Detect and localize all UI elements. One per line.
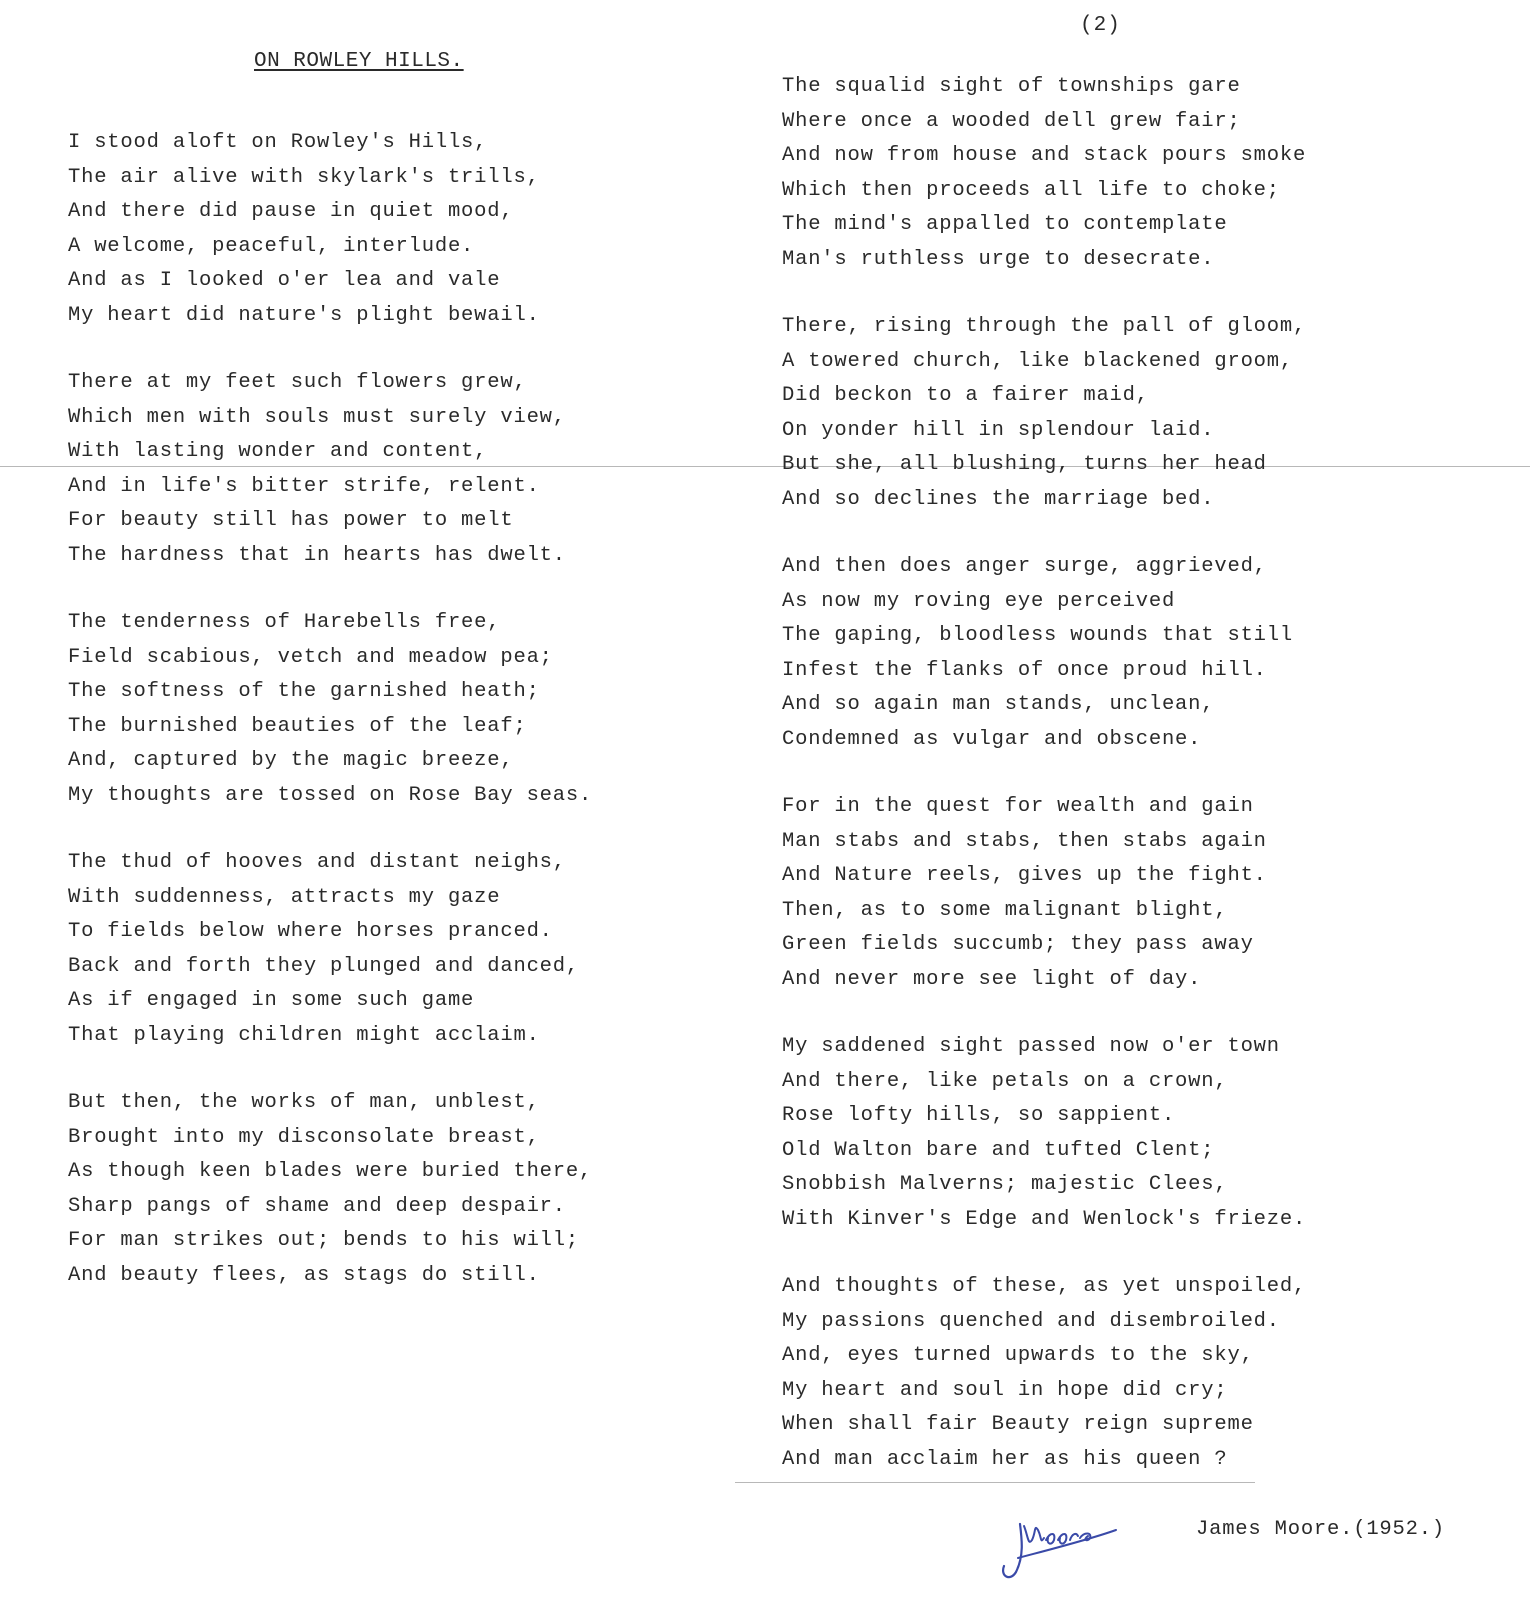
poem-line: There, rising through the pall of gloom, xyxy=(782,315,1307,338)
poem-line: With lasting wonder and content, xyxy=(68,440,488,463)
poem-line: And now from house and stack pours smoke xyxy=(782,144,1307,167)
poem-line: Sharp pangs of shame and deep despair. xyxy=(68,1194,566,1218)
stanza xyxy=(68,1086,688,1293)
poem-line: Which then proceeds all life to choke; xyxy=(782,178,1280,202)
poem-line: Man's ruthless urge to desecrate. xyxy=(782,247,1215,271)
stanza xyxy=(782,70,1402,277)
poem-line: With Kinver's Edge and Wenlock's frieze. xyxy=(782,1207,1307,1231)
poem-line: A towered church, like blackened groom, xyxy=(782,349,1293,373)
poem-line: The hardness that in hearts has dwelt. xyxy=(68,543,566,567)
poem-line: My thoughts are tossed on Rose Bay seas. xyxy=(68,783,593,807)
stanza xyxy=(782,1030,1402,1237)
poem-line: On yonder hill in splendour laid. xyxy=(782,418,1215,442)
stanza xyxy=(782,310,1402,517)
poem-line: I stood aloft on Rowley's Hills, xyxy=(68,131,488,154)
right-column xyxy=(782,70,1402,1510)
poem-line: And beauty flees, as stags do still. xyxy=(68,1263,540,1287)
poem-line: The burnished beauties of the leaf; xyxy=(68,714,527,738)
poem-line: Infest the flanks of once proud hill. xyxy=(782,658,1267,682)
poem-line: And, captured by the magic breeze, xyxy=(68,749,514,772)
stanza xyxy=(68,606,688,813)
poem-line: As now my roving eye perceived xyxy=(782,589,1176,613)
author-credit: James Moore.(1952.) xyxy=(1196,1518,1445,1541)
poem-line: And then does anger surge, aggrieved, xyxy=(782,555,1267,578)
poem-line: And never more see light of day. xyxy=(782,967,1202,991)
poem-line: Brought into my disconsolate breast, xyxy=(68,1125,540,1149)
poem-line: With suddenness, attracts my gaze xyxy=(68,885,501,909)
poem-line: And so declines the marriage bed. xyxy=(782,487,1215,511)
stanza xyxy=(782,790,1402,997)
poem-line: My heart did nature's plight bewail. xyxy=(68,303,540,327)
poem-line: Rose lofty hills, so sappient. xyxy=(782,1104,1176,1127)
poem-line: Green fields succumb; they pass away xyxy=(782,933,1254,956)
poem-line: For man strikes out; bends to his will; xyxy=(68,1229,579,1252)
stanza xyxy=(68,846,688,1053)
poem-line: Did beckon to a fairer maid, xyxy=(782,384,1149,407)
poem-line: The mind's appalled to contemplate xyxy=(782,213,1228,236)
poem-line: Back and forth they plunged and danced, xyxy=(68,954,579,978)
poem-line: The air alive with skylark's trills, xyxy=(68,165,540,189)
stanza xyxy=(782,550,1402,757)
poem-line: And there did pause in quiet mood, xyxy=(68,200,514,223)
poem-line: And man acclaim her as his queen ? xyxy=(782,1447,1228,1471)
poem-line: For beauty still has power to melt xyxy=(68,509,514,532)
poem-line: And so again man stands, unclean, xyxy=(782,693,1215,716)
stanza xyxy=(68,366,688,573)
handwritten-signature xyxy=(998,1510,1128,1590)
poem-line: And in life's bitter strife, relent. xyxy=(68,474,540,498)
stanza xyxy=(68,126,688,333)
poem-line: Which men with souls must surely view, xyxy=(68,405,566,429)
poem-line: But she, all blushing, turns her head xyxy=(782,453,1267,476)
poem-line: And there, like petals on a crown, xyxy=(782,1069,1228,1093)
left-column xyxy=(68,126,688,1326)
poem-line: And as I looked o'er lea and vale xyxy=(68,269,501,292)
poem-line: As though keen blades were buried there, xyxy=(68,1160,593,1183)
poem-line: Then, as to some malignant blight, xyxy=(782,898,1228,922)
poem-line: That playing children might acclaim. xyxy=(68,1023,540,1047)
poem-line: The squalid sight of townships gare xyxy=(782,75,1241,98)
poem-line: The thud of hooves and distant neighs, xyxy=(68,851,566,874)
poem-line: As if engaged in some such game xyxy=(68,989,475,1012)
poem-line: For in the quest for wealth and gain xyxy=(782,795,1254,818)
stanza xyxy=(782,1270,1402,1477)
poem-line: My passions quenched and disembroiled. xyxy=(782,1309,1280,1333)
poem-line: And thoughts of these, as yet unspoiled, xyxy=(782,1275,1307,1298)
poem-line: Condemned as vulgar and obscene. xyxy=(782,727,1202,751)
poem-line: The gaping, bloodless wounds that still xyxy=(782,624,1293,647)
poem-line: Where once a wooded dell grew fair; xyxy=(782,109,1241,133)
poem-line: The tenderness of Harebells free, xyxy=(68,611,501,634)
poem-line: Old Walton bare and tufted Clent; xyxy=(782,1138,1215,1162)
poem-line: Snobbish Malverns; majestic Clees, xyxy=(782,1173,1228,1196)
poem-line: My heart and soul in hope did cry; xyxy=(782,1378,1228,1402)
poem-line: My saddened sight passed now o'er town xyxy=(782,1035,1280,1058)
poem-line: And Nature reels, gives up the fight. xyxy=(782,864,1267,887)
poem-line: Field scabious, vetch and meadow pea; xyxy=(68,645,553,669)
poem-line: And, eyes turned upwards to the sky, xyxy=(782,1344,1254,1367)
page-number: (2) xyxy=(1080,14,1121,37)
poem-line: The softness of the garnished heath; xyxy=(68,680,540,703)
poem-line: Man stabs and stabs, then stabs again xyxy=(782,829,1267,853)
poem-line: A welcome, peaceful, interlude. xyxy=(68,234,475,258)
poem-line: When shall fair Beauty reign supreme xyxy=(782,1413,1254,1436)
poem-title: ON ROWLEY HILLS. xyxy=(254,50,464,73)
poem-line: To fields below where horses pranced. xyxy=(68,920,553,943)
poem-line: There at my feet such flowers grew, xyxy=(68,371,527,394)
poem-line: But then, the works of man, unblest, xyxy=(68,1091,540,1114)
